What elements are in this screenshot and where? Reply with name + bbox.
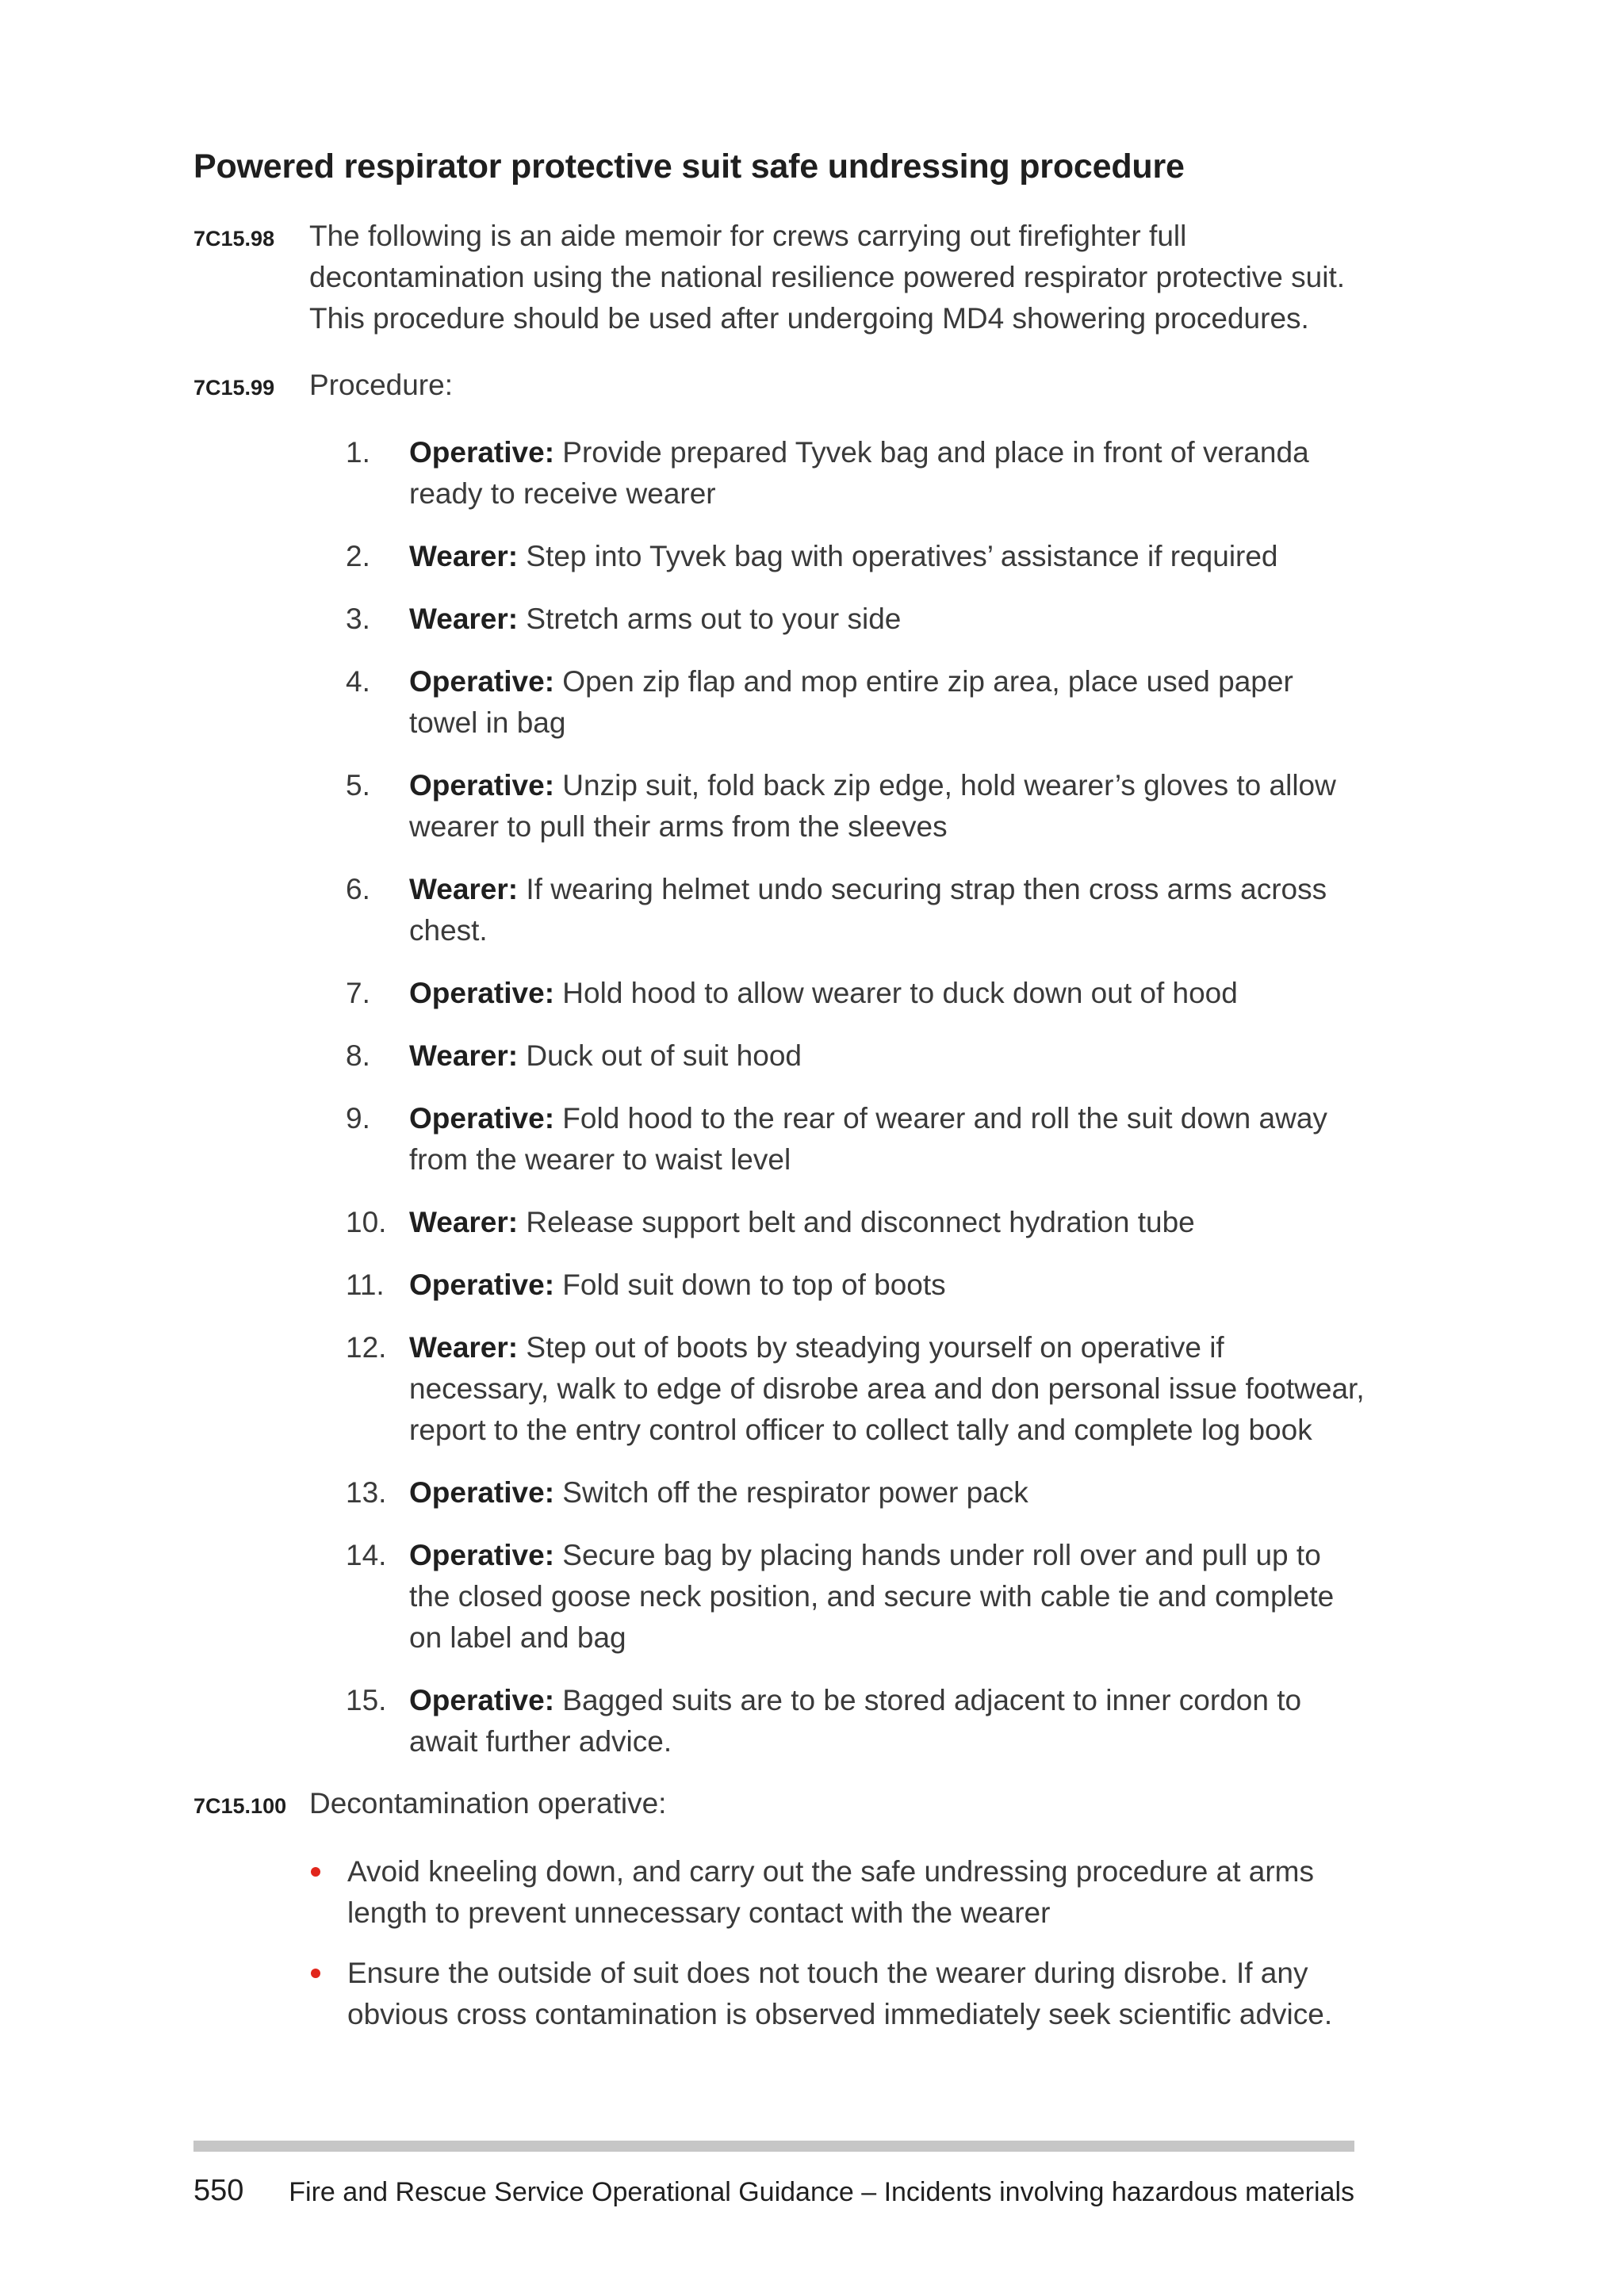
paragraph-number: 7C15.99: [193, 376, 275, 400]
step-role: Operative:: [409, 977, 555, 1009]
step-text: Provide prepared Tyvek bag and place in front of veranda ready to receive wearer: [409, 436, 1309, 510]
bullet-item: [309, 1851, 1372, 1934]
step-number: 3.: [346, 603, 370, 635]
procedure-step: [346, 869, 1369, 951]
step-number: 1.: [346, 436, 370, 469]
procedure-step: [346, 1472, 1369, 1513]
step-role: Wearer:: [409, 603, 519, 635]
bullet-dot-icon: [311, 1867, 320, 1877]
step-text: Step into Tyvek bag with operatives’ assistance if required: [518, 540, 1278, 572]
paragraph-number: 7C15.98: [193, 227, 275, 251]
procedure-step: [346, 432, 1369, 515]
step-text: Duck out of suit hood: [518, 1039, 802, 1072]
procedure-step: [346, 1680, 1369, 1762]
bullet-dot-icon: [311, 1969, 320, 1978]
procedure-step: [346, 1327, 1369, 1451]
paragraph-7C15-99: [193, 365, 1367, 412]
paragraph-text: Procedure:: [309, 369, 453, 401]
step-number: 4.: [346, 665, 370, 698]
step-number: 13.: [346, 1476, 387, 1509]
paragraph-7C15-100: [193, 1783, 1367, 1831]
step-number: 9.: [346, 1102, 370, 1135]
step-text: Step out of boots by steadying yourself on operative if necessary, walk to edge of disrobe area and don personal issue footwear, report to the entry control officer to collect tally and complete log book: [409, 1331, 1365, 1446]
operative-bullet-list: [309, 1851, 1372, 2054]
procedure-step: [346, 599, 1369, 640]
step-number: 7.: [346, 977, 370, 1009]
step-text: Stretch arms out to your side: [518, 603, 902, 635]
procedure-step: [346, 661, 1369, 744]
step-role: Operative:: [409, 1684, 555, 1716]
procedure-step: [346, 536, 1369, 577]
step-role: Wearer:: [409, 540, 519, 572]
step-text: Switch off the respirator power pack: [554, 1476, 1028, 1509]
step-role: Operative:: [409, 1539, 555, 1571]
step-number: 5.: [346, 769, 370, 802]
step-text: Secure bag by placing hands under roll over and pull up to the closed goose neck position, and secure with cable tie and complete on label and bag: [409, 1539, 1335, 1654]
step-role: Operative:: [409, 436, 555, 469]
procedure-step-list: [346, 432, 1369, 1784]
bullet-text: Avoid kneeling down, and carry out the safe undressing procedure at arms length to prevent unnecessary contact with the wearer: [347, 1855, 1314, 1929]
step-text: Open zip flap and mop entire zip area, place used paper towel in bag: [409, 665, 1293, 739]
procedure-step: [346, 973, 1369, 1014]
step-number: 8.: [346, 1039, 370, 1072]
step-number: 6.: [346, 873, 370, 905]
paragraph-number: 7C15.100: [193, 1794, 287, 1818]
step-role: Operative:: [409, 1476, 555, 1509]
step-role: Wearer:: [409, 1206, 519, 1238]
step-number: 2.: [346, 540, 370, 572]
step-text: Fold hood to the rear of wearer and roll the suit down away from the wearer to waist level: [409, 1102, 1327, 1176]
section-heading: Powered respirator protective suit safe undressing procedure: [193, 147, 1185, 186]
step-role: Operative:: [409, 769, 555, 802]
step-text: Unzip suit, fold back zip edge, hold wearer’s gloves to allow wearer to pull their arms from the sleeves: [409, 769, 1336, 843]
step-text: If wearing helmet undo securing strap then cross arms across chest.: [409, 873, 1327, 947]
procedure-step: [346, 1535, 1369, 1659]
procedure-step: [346, 1098, 1369, 1181]
paragraph-text: The following is an aide memoir for crews carrying out firefighter full decontamination using the national resilience powered respirator protective suit. This procedure should be used after undergoing MD4 showering procedures.: [309, 220, 1346, 335]
step-role: Operative:: [409, 1269, 555, 1301]
procedure-step: [346, 1265, 1369, 1306]
step-text: Hold hood to allow wearer to duck down out of hood: [554, 977, 1238, 1009]
step-role: Operative:: [409, 665, 555, 698]
footer-title: Fire and Rescue Service Operational Guidance – Incidents involving hazardous materials: [289, 2177, 1354, 2207]
paragraph-7C15-98: [193, 216, 1367, 342]
step-role: Operative:: [409, 1102, 555, 1135]
step-text: Bagged suits are to be stored adjacent to inner cordon to await further advice.: [409, 1684, 1302, 1758]
step-role: Wearer:: [409, 1039, 519, 1072]
page-number: 550: [193, 2174, 244, 2207]
procedure-step: [346, 765, 1369, 848]
step-number: 10.: [346, 1206, 387, 1238]
step-number: 11.: [346, 1269, 385, 1301]
step-number: 12.: [346, 1331, 387, 1364]
bullet-item: [309, 1953, 1372, 2035]
step-text: Release support belt and disconnect hydration tube: [518, 1206, 1195, 1238]
step-number: 14.: [346, 1539, 387, 1571]
procedure-step: [346, 1035, 1369, 1077]
step-role: Wearer:: [409, 1331, 519, 1364]
paragraph-text: Decontamination operative:: [309, 1787, 667, 1820]
footer-divider: [193, 2141, 1354, 2152]
bullet-text: Ensure the outside of suit does not touch the wearer during disrobe. If any obvious cross contamination is observed immediately seek scientific advice.: [347, 1957, 1333, 2030]
procedure-step: [346, 1202, 1369, 1243]
step-number: 15.: [346, 1684, 387, 1716]
step-text: Fold suit down to top of boots: [554, 1269, 946, 1301]
step-role: Wearer:: [409, 873, 519, 905]
